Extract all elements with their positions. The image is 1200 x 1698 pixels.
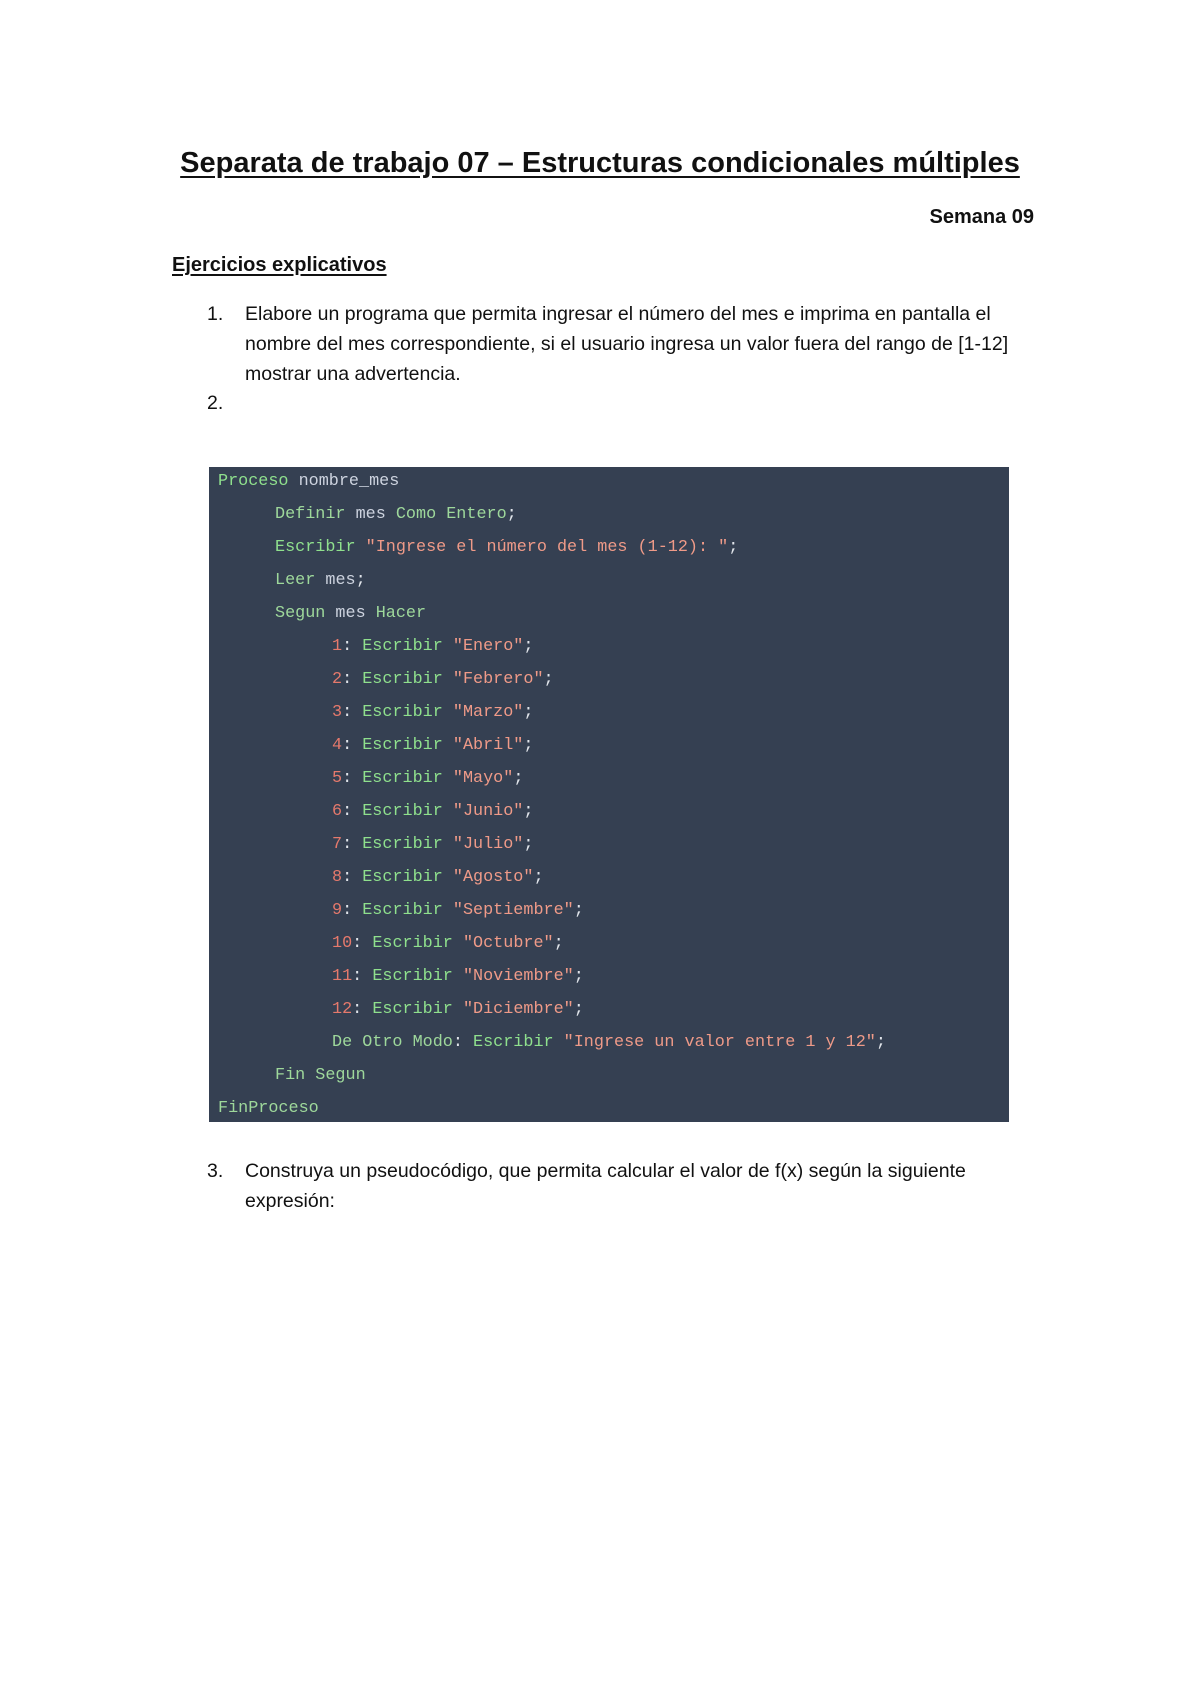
code-token: Definir	[275, 505, 346, 524]
week-label: Semana 09	[929, 206, 1034, 228]
code-line	[275, 1065, 366, 1098]
code-token: Hacer	[375, 604, 427, 623]
code-token: mes	[315, 571, 356, 590]
code-token: Fin Segun	[275, 1066, 366, 1085]
code-token: "Ingrese el número del mes (1-12): "	[355, 538, 729, 557]
code-token: ;	[728, 538, 739, 557]
code-token: ;	[506, 505, 517, 524]
code-token: :	[342, 901, 363, 920]
code-line	[332, 900, 584, 933]
code-token: "Junio"	[442, 802, 524, 821]
code-token: "Diciembre"	[452, 1000, 574, 1019]
code-token: :	[342, 670, 363, 689]
code-token: 9	[332, 901, 343, 920]
code-token: :	[342, 835, 363, 854]
code-token: Segun	[275, 604, 326, 623]
code-token: Escribir	[362, 703, 443, 722]
item-text: Construya un pseudocódigo, que permita calcular el valor de f(x) según la siguiente expresión:	[245, 1160, 966, 1212]
code-line	[275, 570, 366, 603]
code-token: :	[452, 1033, 474, 1052]
code-token: Escribir	[275, 538, 356, 557]
code-token: ;	[523, 835, 534, 854]
code-token: ;	[543, 670, 554, 689]
code-token: "Agosto"	[442, 868, 534, 887]
code-token: ;	[553, 934, 564, 953]
code-token: nombre_mes	[288, 472, 400, 491]
code-token: Escribir	[362, 835, 443, 854]
code-token: :	[352, 934, 373, 953]
code-token: ;	[573, 1000, 584, 1019]
code-line	[332, 702, 533, 735]
code-line	[332, 669, 554, 702]
code-token: Como	[395, 505, 437, 524]
exercise-item-2	[172, 388, 1032, 418]
code-token: ;	[523, 802, 534, 821]
item-text: Elabore un programa que permita ingresar el número del mes e imprima en pantalla el nombre del mes correspondiente, si el usuario ingresa un valor fuera del rango de [1-12] mostrar una advertencia.	[245, 303, 1009, 385]
code-token: Escribir	[372, 1000, 453, 1019]
code-token: "Octubre"	[452, 934, 554, 953]
item-number: 3.	[207, 1160, 224, 1182]
code-token: :	[342, 736, 363, 755]
code-token: 11	[332, 967, 353, 986]
code-token: 10	[332, 934, 353, 953]
code-token: Escribir	[362, 637, 443, 656]
code-token: De Otro Modo	[332, 1033, 453, 1052]
code-token: ;	[573, 901, 584, 920]
code-line	[332, 801, 533, 834]
code-token: 7	[332, 835, 343, 854]
code-token: :	[342, 769, 363, 788]
code-token: 5	[332, 769, 343, 788]
code-token: Escribir	[362, 769, 443, 788]
item-number: 2.	[207, 392, 224, 414]
code-token: "Ingrese un valor entre 1 y 12"	[553, 1033, 876, 1052]
code-token: Escribir	[362, 802, 443, 821]
code-token: Leer	[275, 571, 316, 590]
code-token: :	[352, 967, 373, 986]
section-heading: Ejercicios explicativos	[172, 254, 387, 276]
code-token: ;	[875, 1033, 886, 1052]
code-token: 12	[332, 1000, 353, 1019]
code-token: :	[342, 637, 363, 656]
code-line	[332, 834, 533, 867]
code-token: 2	[332, 670, 343, 689]
code-line	[332, 933, 564, 966]
code-token: :	[342, 868, 363, 887]
code-line	[332, 735, 533, 768]
document-title: Separata de trabajo 07 – Estructuras condicionales múltiples	[180, 147, 1020, 179]
code-token: Escribir	[473, 1033, 554, 1052]
code-line	[332, 867, 544, 900]
code-block	[209, 467, 1009, 1122]
code-line	[332, 1032, 886, 1065]
code-token: 1	[332, 637, 343, 656]
exercise-item-3	[172, 1156, 1032, 1218]
code-token: "Julio"	[442, 835, 524, 854]
code-token: FinProceso	[218, 1099, 319, 1118]
code-token: ;	[573, 967, 584, 986]
code-line	[332, 999, 584, 1032]
code-token: "Mayo"	[442, 769, 514, 788]
code-token: :	[352, 1000, 373, 1019]
code-token: :	[342, 703, 363, 722]
code-line	[332, 768, 523, 801]
code-line	[218, 471, 399, 504]
code-token: Escribir	[372, 934, 453, 953]
code-token: "Enero"	[442, 637, 524, 656]
code-token: "Marzo"	[442, 703, 524, 722]
code-token: Escribir	[362, 901, 443, 920]
code-token: mes	[345, 505, 396, 524]
code-token: 8	[332, 868, 343, 887]
code-token: "Abril"	[442, 736, 524, 755]
code-token: Proceso	[218, 472, 289, 491]
code-line	[218, 1098, 319, 1131]
code-token: "Noviembre"	[452, 967, 574, 986]
code-token: 4	[332, 736, 343, 755]
code-token: ;	[355, 571, 366, 590]
code-line	[275, 537, 738, 570]
code-token: Escribir	[362, 670, 443, 689]
code-token: :	[342, 802, 363, 821]
code-line	[332, 966, 584, 999]
code-token: ;	[523, 637, 534, 656]
code-token: mes	[325, 604, 376, 623]
code-token: "Febrero"	[442, 670, 544, 689]
code-token: ;	[533, 868, 544, 887]
code-token: Escribir	[362, 736, 443, 755]
code-token: Escribir	[362, 868, 443, 887]
code-token: 3	[332, 703, 343, 722]
exercise-item-1	[172, 299, 1032, 394]
code-token: Entero	[436, 505, 507, 524]
code-line	[275, 603, 426, 636]
code-line	[332, 636, 533, 669]
code-token: ;	[523, 703, 534, 722]
item-number: 1.	[207, 303, 224, 325]
code-token: 6	[332, 802, 343, 821]
code-token: Escribir	[372, 967, 453, 986]
code-token: ;	[523, 736, 534, 755]
code-token: "Septiembre"	[442, 901, 574, 920]
code-line	[275, 504, 517, 537]
code-token: ;	[513, 769, 524, 788]
